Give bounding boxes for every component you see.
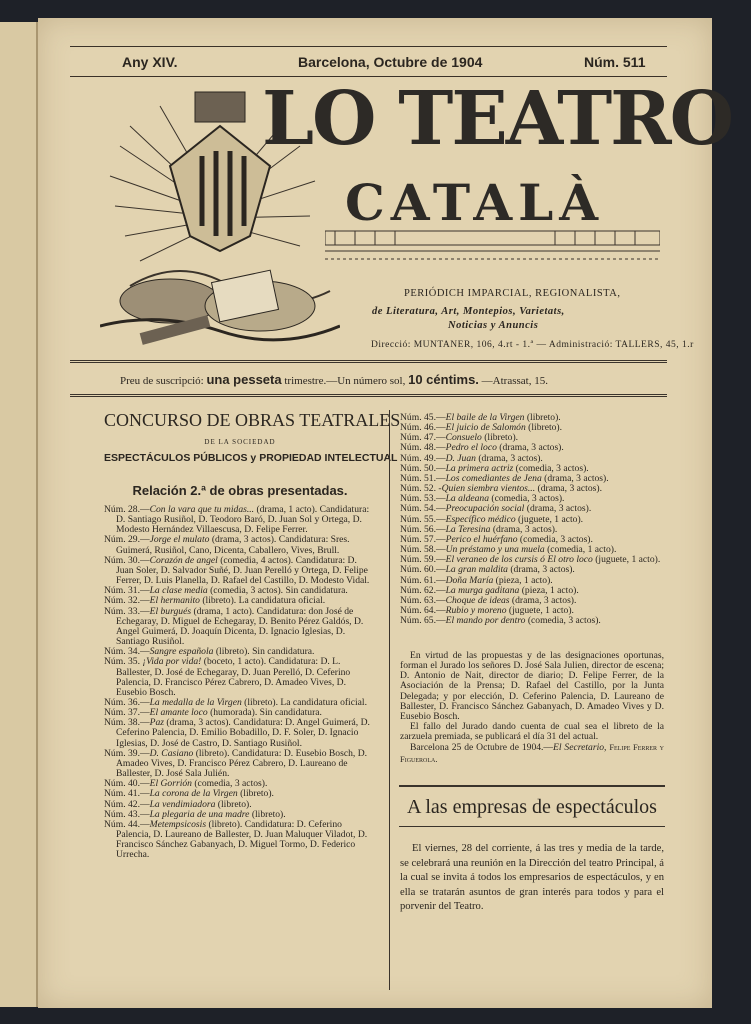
empresas-rule-bottom (399, 826, 665, 827)
entry-number: Núm. 65.— (400, 615, 446, 627)
entry-number: Núm. 57.— (400, 533, 446, 545)
entry-item (400, 616, 664, 626)
entry-item (104, 749, 374, 779)
entry-work-title: El hermanito (149, 595, 200, 607)
entry-number: Núm. 61.— (400, 574, 446, 586)
entry-number: Núm. 29.— (104, 534, 150, 546)
tagline-2: de Literatura, Art, Montepios, Varietats, (372, 306, 565, 317)
subscription-line (120, 372, 548, 387)
entry-work-title: La gran maldita (445, 564, 508, 576)
entry-details: (drama, 3 actos). (509, 594, 577, 606)
entry-work-title: El burgués (149, 605, 192, 617)
entry-number: Núm. 60.— (400, 564, 446, 576)
entry-details: (libreto). (481, 432, 519, 444)
facing-page-edge (0, 22, 38, 1007)
tagline-3: Noticias y Anuncis (448, 320, 539, 331)
header-rule-top (70, 46, 667, 47)
entry-work-title: La primera actriz (445, 462, 514, 474)
entry-details: (comedia, 4 actos). Candidatura: D. Juan Soler, D. Salvador Suñé, D. Juan Perelló y Ortega, D. Felipe Ferrer, D. Luis Planella, D. Rafael del Castillo, D. Modesto Vidal. (116, 554, 370, 587)
entry-item (104, 556, 374, 586)
entry-number: Núm. 51.— (400, 472, 446, 484)
verdict-paragraph: El fallo del Jurado dando cuenta de cual sea el libreto de la zarzuela premiada, se publicará el día 31 del actual. (400, 721, 664, 743)
entry-work-title: La clase media (149, 585, 208, 597)
entry-work-title: D. Juan (445, 452, 476, 464)
entry-details: (libreto). La candidatura oficial. (199, 595, 326, 607)
entry-number: Núm. 34.— (104, 646, 150, 658)
entry-details: (libreto). Sin candidatura. (213, 646, 315, 658)
year-label: Any XIV. (122, 54, 178, 70)
entry-details: (drama, 3 actos). (475, 452, 543, 464)
jury-section (400, 651, 664, 765)
entry-work-title: Choque de ideas (445, 594, 510, 606)
entry-details: (pieza, 1 acto). (519, 584, 579, 596)
entry-number: Núm. 39.— (104, 747, 150, 759)
entry-work-title: Los comediantes de Jena (445, 472, 542, 484)
entry-number: Núm. 42.— (104, 798, 150, 810)
entry-number: Núm. 35. (104, 656, 143, 668)
entry-details: (libreto). La candidatura oficial. (241, 696, 367, 708)
issue-number: Núm. 511 (584, 54, 646, 70)
entry-work-title: Perico el huérfano (445, 533, 518, 545)
entry-work-title: El mando por dentro (445, 615, 526, 627)
tagline-1: PERIÓDICH IMPARCIAL, REGIONALISTA, (404, 288, 621, 299)
entry-number: Núm. 36.— (104, 696, 150, 708)
entry-details: (drama, 3 actos). (535, 483, 602, 495)
entry-work-title: ¡Vida por vida! (142, 656, 202, 668)
entry-number: Núm. 28.— (104, 504, 150, 515)
subscription-rule-bottom (70, 394, 667, 397)
empresas-section (400, 842, 664, 915)
entry-details: (libreto). (524, 412, 561, 423)
entry-work-title: La vendimiadora (149, 798, 216, 810)
entry-work-title: El juicio de Salomón (445, 422, 526, 434)
entry-item (104, 607, 374, 648)
entry-number: Núm. 30.— (104, 554, 150, 566)
masthead-ornament-band (325, 195, 660, 270)
empresas-rule-top (399, 785, 665, 787)
entry-details: (juguete, 1 acto). (592, 554, 661, 566)
entry-work-title: Jorge el mulato (149, 534, 210, 546)
entry-details: (humorada). Sin candidatura. (207, 707, 322, 719)
entry-details: (comedia, 1 acto). (544, 544, 617, 556)
society-prefix: DE LA SOCIEDAD (204, 438, 276, 446)
entry-work-title: El veraneo de los cursis ó El otro loco (445, 554, 593, 566)
entry-number: Núm. 50.— (400, 462, 446, 474)
entry-number: Núm. 43.— (104, 808, 150, 820)
entry-details: (comedia, 3 actos). (191, 778, 268, 790)
entry-details: (comedia, 3 actos). (525, 615, 601, 627)
entry-number: Núm. 55.— (400, 513, 446, 525)
entry-details: (drama, 1 acto). Candidatura: don José de Echegaray, D. Miguel de Echegaray, D. Benito Pérez Galdós, D. Angel Guimerá, D. Joaquín Dicenta, D. Ignacio Iglesias, D. Santiago Rusiñol. (116, 605, 364, 648)
signature-date: Barcelona 25 de Octubre de 1904.— (410, 742, 554, 754)
address-line: Direcció: MUNTANER, 106, 4.rt - 1.ª — Administració: TALLERS, 45, 1.r (371, 340, 694, 350)
entry-work-title: Un préstamo y una muela (445, 544, 545, 556)
entry-work-title: Quien siembra vientos... (441, 483, 536, 495)
entry-details: (drama, 3 actos). Candidatura: D. Angel Guimerá, D. Ceferino Palencia, D. Emilio Bobadillo, D. F. Soler, D. Ignacio Iglesias, D. José de Castro, D. Santiago Rusiñol. (116, 717, 370, 749)
entry-work-title: La aldeana (445, 493, 490, 505)
jury-paragraph: En virtud de las propuestas y de las designaciones oportunas, forman el Jurado los señores D. José Sala Julien, director de escena; D. Antonio de Nait, director de diario; D. Felipe Ferrer, de la Asociación de la Prensa; D. Rafael del Castillo, por la Junta Delegada; y por elección, D. Ceferino Palencia, D. Laureano de Ballester, D. Francisco Sánchez Gabanyach, D. Amadeo Vives y D. Eusebio Bosch. (400, 650, 664, 722)
entry-number: Núm. 63.— (400, 594, 446, 606)
entry-number: Núm. 59.— (400, 554, 446, 566)
entry-work-title: La corona de la Virgen (149, 788, 238, 800)
signature-line (400, 742, 664, 764)
society-name: ESPECTÁCULOS PÚBLICOS y PROPIEDAD INTELECTUAL (104, 452, 398, 464)
entry-item (104, 718, 374, 748)
entry-work-title: Específico médico (445, 513, 516, 525)
entry-details: (libreto). (237, 788, 274, 800)
entry-details: (drama, 3 actos). (490, 523, 558, 535)
entry-number: Núm. 44.— (104, 818, 150, 830)
entry-work-title: El amante loco (149, 707, 208, 719)
entry-work-title: Preocupación social (445, 503, 525, 515)
entry-number: Núm. 49.— (400, 452, 446, 464)
entry-details: (comedia, 3 actos). (489, 493, 565, 505)
entry-work-title: La Teresina (445, 523, 491, 535)
entry-number: Núm. 48.— (400, 442, 446, 454)
entry-details: (libreto). Candidatura: D. Ceferino Palencia, D. Laureano de Ballester, D. Juan Maluquer Viladot, D. Francisco Sánchez Gabanyach, D. Miguel Tormo, D. Federico Urrecha. (116, 818, 368, 861)
entry-work-title: La plegaria de una madre (149, 808, 250, 820)
empresas-body: El viernes, 28 del corriente, á las tres y media de la tarde, se celebrará una reunión en la Dirección del teatro Principal, á la cual se invita á todos los empresarios de espectáculos, y en ella se tratarán asuntos de gran interés para todos y para el porvenir del Teatro. (400, 843, 664, 912)
entry-number: Núm. 38.— (104, 717, 150, 729)
entry-item (104, 820, 374, 861)
entry-number: Núm. 37.— (104, 707, 150, 719)
entry-work-title: Consuelo (445, 432, 482, 444)
entry-number: Núm. 58.— (400, 544, 446, 556)
entries-left-column (104, 505, 374, 860)
signature-role: El Secretario, (553, 742, 607, 754)
subscription-price: una pesseta (206, 372, 282, 387)
entry-details: (drama, 3 actos). (541, 472, 609, 484)
entry-work-title: Doña María (445, 574, 494, 586)
entry-work-title: La medalla de la Virgen (149, 696, 242, 708)
back-issue-price: —Atrassat, 15. (481, 375, 548, 387)
entry-work-title: Rubio y moreno (445, 604, 507, 616)
entry-number: Núm. 53.— (400, 493, 446, 505)
entry-details: (drama, 1 acto). Candidatura: D. Santiago Rusiñol, D. Teodoro Baró, D. Juan Sol y Ortega, D. Modesto Hernández Villaescusa, D. Felipe Ferrer. (116, 504, 370, 536)
entry-details: (boceto, 1 acto). Candidatura: D. L. Ballester, D. José de Echegaray, D. Juan Perelló, D. Ceferino Palencia, D. Francisco Pérez Cabrero, D. Amadeo Vives, D. Eusebio Bosch. (116, 656, 351, 698)
entry-number: Núm. 32.— (104, 595, 150, 607)
entry-details: (drama, 3 actos). (507, 564, 575, 576)
entry-work-title: Sangre española (149, 646, 214, 658)
subscription-prefix: Preu de suscripció: (120, 375, 204, 387)
entry-details: (juguete, 1 acto). (515, 513, 584, 525)
concurs-title: CONCURSO DE OBRAS TEATRALES (104, 410, 401, 430)
entry-details: (libreto). (525, 422, 563, 434)
entry-work-title: Metempsicosis (149, 818, 207, 830)
entry-number: Núm. 52. - (400, 483, 442, 495)
entry-work-title: Pedro el loco (445, 442, 497, 454)
entries-right-column (400, 413, 664, 626)
entry-details: (libreto). (249, 808, 286, 820)
entry-number: Núm. 31.— (104, 585, 150, 597)
signature-name: Felipe Ferrer y Figuerola. (400, 742, 664, 764)
column-divider (389, 410, 390, 990)
subscription-period: trimestre.—Un número sol, (284, 375, 406, 387)
entry-work-title: Corazón de angel (149, 554, 218, 566)
entry-details: (libreto). (215, 798, 252, 810)
entry-details: (pieza, 1 acto). (493, 574, 553, 586)
entry-details: (drama, 3 actos). Candidatura: Sres. Guimerá, Rusiñol, Cano, Dicenta, Caballero, Vives, Brull. (116, 534, 350, 556)
masthead-title: LO TEATRO (262, 76, 733, 162)
entry-number: Núm. 56.— (400, 523, 446, 535)
entry-work-title: El Gorrión (149, 778, 192, 790)
place-date: Barcelona, Octubre de 1904 (298, 54, 483, 70)
entry-details: (drama, 3 actos). (496, 442, 564, 454)
subscription-rule-top (70, 360, 667, 363)
entry-number: Núm. 41.— (104, 788, 150, 800)
entry-item (104, 657, 374, 698)
entry-number: Núm. 54.— (400, 503, 446, 515)
relation-heading: Relación 2.ª de obras presentadas. (132, 483, 348, 498)
entry-work-title: El baile de la Virgen (445, 412, 525, 423)
entry-work-title: Paz (149, 717, 164, 729)
entry-number: Núm. 62.— (400, 584, 446, 596)
entry-details: (comedia, 3 actos). (517, 533, 593, 545)
entry-number: Núm. 47.— (400, 432, 446, 444)
entry-work-title: La murga gaditana (445, 584, 520, 596)
empresas-title: A las empresas de espectáculos (407, 796, 657, 818)
entry-number: Núm. 40.— (104, 778, 150, 790)
entry-number: Núm. 33.— (104, 605, 150, 617)
entry-details: (comedia, 3 actos). Sin candidatura. (207, 585, 348, 597)
entry-details: (comedia, 3 actos). (513, 462, 589, 474)
entry-item (104, 505, 374, 535)
entry-details: (drama, 3 actos). (524, 503, 592, 515)
entry-work-title: Con la vara que tu midas... (149, 504, 255, 515)
single-issue-price: 10 céntims. (408, 372, 479, 387)
entry-work-title: D. Casiano (149, 747, 194, 759)
masthead-subtitle: CATALÀ (345, 173, 605, 232)
entry-number: Núm. 64.— (400, 604, 446, 616)
entry-number: Núm. 45.— (400, 412, 446, 423)
entry-details: (libreto). Candidatura: D. Eusebio Bosch, D. Amadeo Vives, D. Francisco Pérez Cabrero, D. Laureano de Ballester, D. José Sala Julién. (116, 747, 368, 780)
entry-number: Núm. 46.— (400, 422, 446, 434)
entry-item (104, 535, 374, 555)
entry-details: (juguete, 1 acto). (506, 604, 574, 616)
